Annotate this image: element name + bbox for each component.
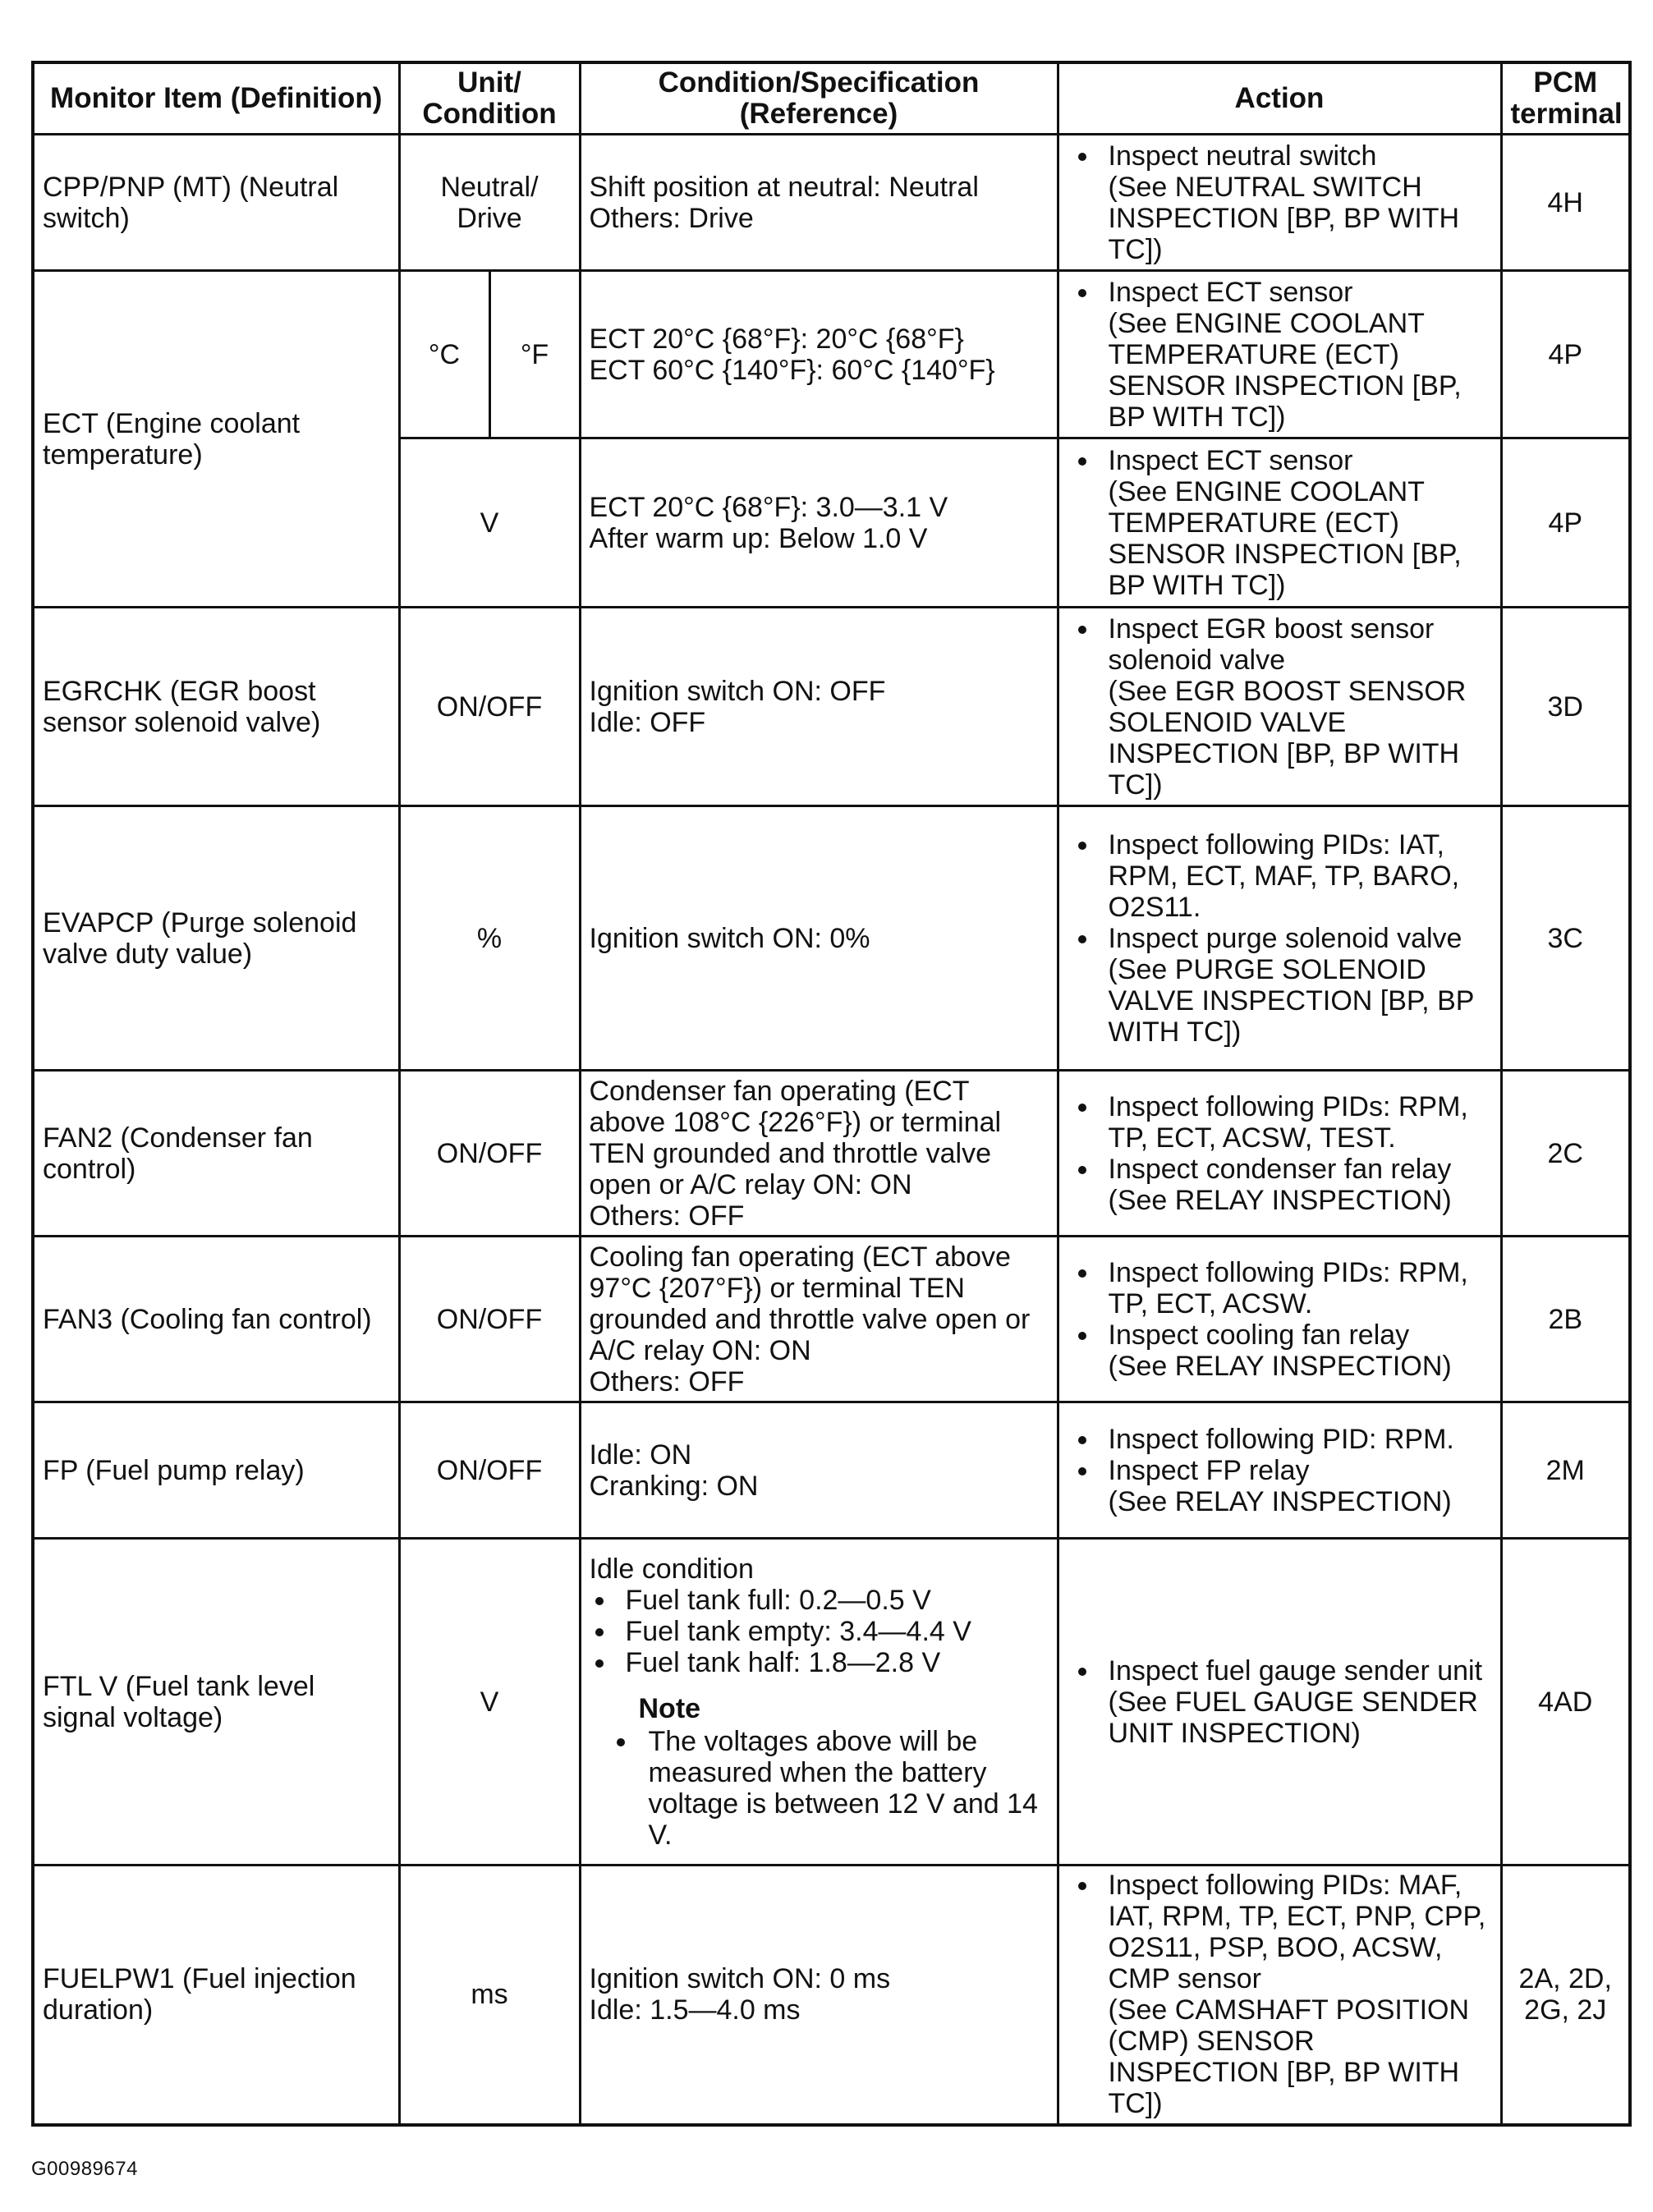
pcm-terminal: 3D — [1501, 608, 1630, 806]
action-item: • Inspect purge solenoid valve (See PURGE SOLENOID VALVE INSPECTION [BP, BP WITH TC]) — [1100, 923, 1492, 1048]
pcm-terminal: 2B — [1501, 1237, 1630, 1402]
header-row — [33, 62, 1630, 135]
unit-condition: % — [399, 806, 580, 1071]
action-item: • Inspect ECT sensor (See ENGINE COOLANT TEMPERATURE (ECT) SENSOR INSPECTION [BP, BP WITH TC]) — [1100, 277, 1492, 433]
table-row — [33, 1237, 1630, 1402]
pcm-terminal: 4H — [1501, 135, 1630, 271]
action-item: • Inspect fuel gauge sender unit (See FUEL GAUGE SENDER UNIT INSPECTION) — [1100, 1655, 1492, 1749]
monitor-item: ECT (Engine coolant temperature) — [33, 271, 399, 608]
action-item: • Inspect following PIDs: IAT, RPM, ECT, MAF, TP, BARO, O2S11. — [1100, 829, 1492, 923]
action — [1058, 1402, 1501, 1539]
action — [1058, 1866, 1501, 2125]
pcm-terminal: 4P — [1501, 271, 1630, 438]
unit-condition: ON/OFF — [399, 1237, 580, 1402]
condition-spec: Ignition switch ON: OFF Idle: OFF — [580, 608, 1058, 806]
unit-fahrenheit: °F — [489, 271, 580, 438]
pcm-terminal: 4AD — [1501, 1539, 1630, 1866]
figure-id-caption: G00989674 — [31, 2158, 138, 2180]
unit-condition: Neutral/ Drive — [399, 135, 580, 271]
condition-spec: ECT 20°C {68°F}: 20°C {68°F} ECT 60°C {140°F}: 60°C {140°F} — [580, 271, 1058, 438]
action — [1058, 1071, 1501, 1237]
action — [1058, 1539, 1501, 1866]
header-unit-condition: Unit/ Condition — [399, 62, 580, 135]
condition-spec: Ignition switch ON: 0 ms Idle: 1.5—4.0 ms — [580, 1866, 1058, 2125]
header-monitor-item: Monitor Item (Definition) — [33, 62, 399, 135]
header-action: Action — [1058, 62, 1501, 135]
action — [1058, 135, 1501, 271]
pcm-terminal: 4P — [1501, 438, 1630, 608]
monitor-item: FUELPW1 (Fuel injection duration) — [33, 1866, 399, 2125]
pcm-terminal: 2M — [1501, 1402, 1630, 1539]
pcm-terminal: 2C — [1501, 1071, 1630, 1237]
condition-item: • Fuel tank half: 1.8—2.8 V — [618, 1647, 1049, 1678]
table-row — [33, 806, 1630, 1071]
monitor-item: CPP/PNP (MT) (Neutral switch) — [33, 135, 399, 271]
action-item: • Inspect ECT sensor (See ENGINE COOLANT TEMPERATURE (ECT) SENSOR INSPECTION [BP, BP WITH TC]) — [1100, 445, 1492, 601]
action — [1058, 608, 1501, 806]
action-item: • Inspect following PID: RPM. — [1100, 1424, 1492, 1455]
table-row — [33, 1866, 1630, 2125]
header-pcm-terminal: PCM terminal — [1501, 62, 1630, 135]
unit-celsius: °C — [399, 271, 489, 438]
monitor-item: EVAPCP (Purge solenoid valve duty value) — [33, 806, 399, 1071]
monitor-item: FP (Fuel pump relay) — [33, 1402, 399, 1539]
action — [1058, 806, 1501, 1071]
table-row — [33, 1539, 1630, 1866]
action — [1058, 271, 1501, 438]
table-row — [33, 608, 1630, 806]
condition-spec: Cooling fan operating (ECT above 97°C {207°F}) or terminal TEN grounded and throttle valve open or A/C relay ON: ON Others: OFF — [580, 1237, 1058, 1402]
condition-spec: Shift position at neutral: Neutral Others: Drive — [580, 135, 1058, 271]
action-item: • Inspect EGR boost sensor solenoid valve (See EGR BOOST SENSOR SOLENOID VALVE INSPECTION [BP, BP WITH TC]) — [1100, 613, 1492, 801]
condition-item: • Fuel tank empty: 3.4—4.4 V — [618, 1616, 1049, 1647]
header-condition-specification: Condition/Specification (Reference) — [580, 62, 1058, 135]
monitor-item: FAN2 (Condenser fan control) — [33, 1071, 399, 1237]
action-item: • Inspect following PIDs: MAF, IAT, RPM, TP, ECT, PNP, CPP, O2S11, PSP, BOO, ACSW, CMP sensor (See CAMSHAFT POSITION (CMP) SENSOR INSPECTION [BP, BP WITH TC]) — [1100, 1870, 1492, 2119]
action-item: • Inspect condenser fan relay (See RELAY INSPECTION) — [1100, 1154, 1492, 1216]
unit-condition: V — [399, 1539, 580, 1866]
unit-condition: ON/OFF — [399, 1071, 580, 1237]
unit-condition: ON/OFF — [399, 1402, 580, 1539]
monitor-item: EGRCHK (EGR boost sensor solenoid valve) — [33, 608, 399, 806]
action-item: • Inspect following PIDs: RPM, TP, ECT, ACSW, TEST. — [1100, 1091, 1492, 1154]
table-row — [33, 1071, 1630, 1237]
unit-condition: ms — [399, 1866, 580, 2125]
note-title: Note — [638, 1692, 701, 1724]
condition-spec: Ignition switch ON: 0% — [580, 806, 1058, 1071]
action — [1058, 1237, 1501, 1402]
note-item: • The voltages above will be measured when the battery voltage is between 12 V and 14 V. — [639, 1726, 1049, 1851]
monitor-item-table — [31, 61, 1632, 2127]
action — [1058, 438, 1501, 608]
action-item: • Inspect cooling fan relay (See RELAY INSPECTION) — [1100, 1319, 1492, 1382]
pcm-terminal: 3C — [1501, 806, 1630, 1071]
unit-condition: ON/OFF — [399, 608, 580, 806]
unit-condition: V — [399, 438, 580, 608]
action-item: • Inspect following PIDs: RPM, TP, ECT, ACSW. — [1100, 1257, 1492, 1319]
condition-spec: Idle condition • Fuel tank full: 0.2—0.5 V • Fuel tank empty: 3.4—4.4 V • Fuel tank half: 1.8—2.8 V Note • The voltages above will be measured when the battery voltage is between 12 V and 14 V. — [580, 1539, 1058, 1866]
condition-item: • Fuel tank full: 0.2—0.5 V — [618, 1585, 1049, 1616]
action-item: • Inspect neutral switch (See NEUTRAL SWITCH INSPECTION [BP, BP WITH TC]) — [1100, 140, 1492, 265]
condition-spec: Condenser fan operating (ECT above 108°C {226°F}) or terminal TEN grounded and throttle valve open or A/C relay ON: ON Others: OFF — [580, 1071, 1058, 1237]
condition-spec: ECT 20°C {68°F}: 3.0—3.1 V After warm up: Below 1.0 V — [580, 438, 1058, 608]
table-row — [33, 271, 1630, 438]
table-row — [33, 1402, 1630, 1539]
pcm-terminal: 2A, 2D, 2G, 2J — [1501, 1866, 1630, 2125]
action-item: • Inspect FP relay (See RELAY INSPECTION) — [1100, 1455, 1492, 1517]
monitor-item: FAN3 (Cooling fan control) — [33, 1237, 399, 1402]
condition-spec: Idle: ON Cranking: ON — [580, 1402, 1058, 1539]
monitor-item: FTL V (Fuel tank level signal voltage) — [33, 1539, 399, 1866]
table-row — [33, 135, 1630, 271]
